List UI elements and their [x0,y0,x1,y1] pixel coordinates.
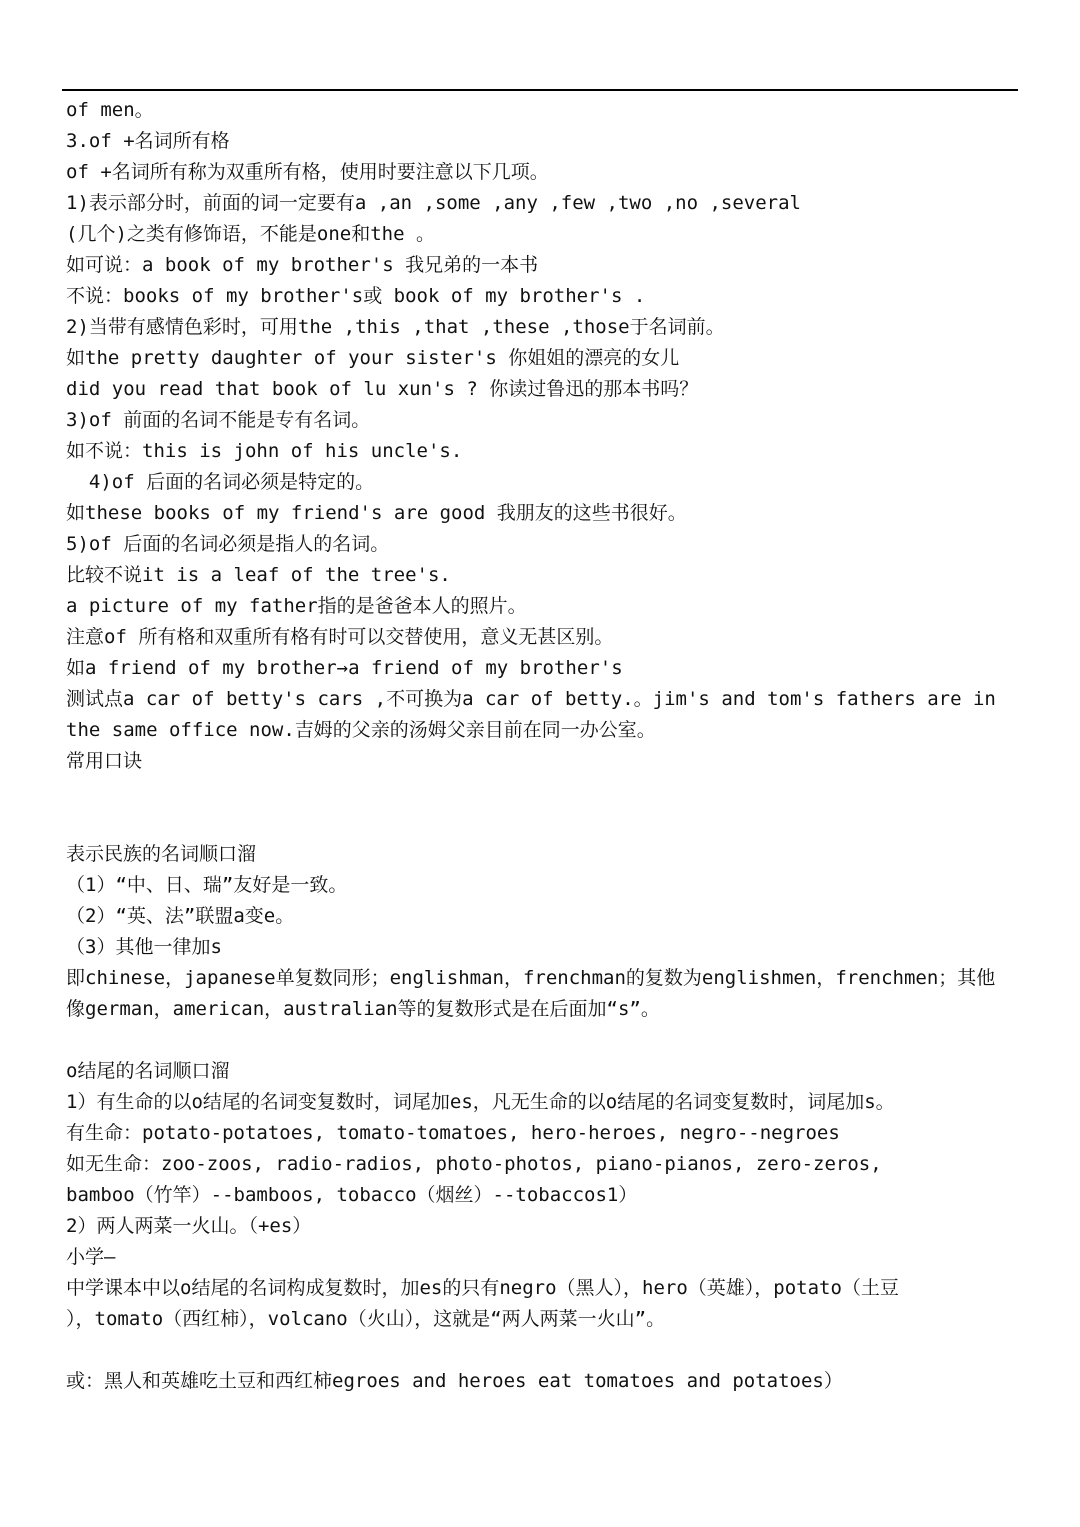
spacer [66,1025,1018,1056]
spacer [66,777,1018,808]
section-nationality-rhyme [66,839,1018,1025]
text-line: 即chinese，japanese单复数同形；englishman，frenchman的复数为englishmen，frenchmen；其他 [66,967,996,989]
text-line: 中学课本中以o结尾的名词构成复数时，加es的只有negro（黑人），hero（英雄），potato（土豆 [66,1277,899,1299]
text-line: 或：黑人和英雄吃土豆和西红柿egroes and heroes eat tomatoes and potatoes） [66,1370,843,1392]
section-mnemonic [66,1366,1018,1397]
spacer [66,808,1018,839]
text-line: (几个)之类有修饰语，不能是one和the 。 [66,223,435,245]
text-line: ），tomato（西红柿），volcano（火山），这就是“两人两菜一火山”。 [66,1308,666,1330]
text-line: 如a friend of my brother→a friend of my brother's [66,657,623,679]
text-line: 5)of 后面的名词必须是指人的名词。 [66,533,390,555]
section-o-ending-rhyme [66,1056,1018,1335]
section-of-possessive [66,95,1018,777]
text-line: of +名词所有称为双重所有格，使用时要注意以下几项。 [66,161,549,183]
text-line: 1)表示部分时，前面的词一定要有a ,an ,some ,any ,few ,two ,no ,several [66,192,801,214]
text-line: 如不说：this is john of his uncle's. [66,440,463,462]
text-line: 2）两人两菜一火山。（+es） [66,1215,312,1237]
text-line: 像german，american，australian等的复数形式是在后面加“s”。 [66,998,660,1020]
text-line: 如可说：a book of my brother's 我兄弟的一本书 [66,254,539,276]
text-line: 注意of 所有格和双重所有格有时可以交替使用，意义无甚区别。 [66,626,614,648]
text-line: （3）其他一律加s [66,936,222,958]
text-line: of men。 [66,99,154,121]
text-line: 2)当带有感情色彩时，可用the ,this ,that ,these ,those于名词前。 [66,316,725,338]
text-line: 表示民族的名词顺口溜 [66,843,257,865]
text-line: 常用口诀 [66,750,143,772]
text-line: bamboo（竹竿）--bamboos, tobacco（烟丝）--tobaccos1） [66,1184,638,1206]
text-line: 比较不说it is a leaf of the tree's. [66,564,451,586]
spacer [66,1335,1018,1366]
text-line: 1）有生命的以o结尾的名词变复数时，词尾加es，凡无生命的以o结尾的名词变复数时，词尾加s。 [66,1091,895,1113]
text-line: （2）“英、法”联盟a变e。 [66,905,295,927]
text-line: 4)of 后面的名词必须是特定的。 [66,471,375,493]
header-rule [62,89,1018,91]
text-line: 如these books of my friend's are good 我朋友的这些书很好。 [66,502,687,524]
text-line: 3)of 前面的名词不能是专有名词。 [66,409,371,431]
text-line: 有生命：potato-potatoes, tomato-tomatoes, hero-heroes, negro--negroes [66,1122,840,1144]
text-line: 测试点a car of betty's cars ,不可换为a car of betty.。jim's and tom's fathers are in [66,688,996,710]
text-line: 3.of +名词所有格 [66,130,230,152]
text-line: the same office now.吉姆的父亲的汤姆父亲目前在同一办公室。 [66,719,656,741]
text-line: did you read that book of lu xun's ? 你读过鲁迅的那本书吗？ [66,378,699,400]
text-line: （1）“中、日、瑞”友好是一致。 [66,874,348,896]
text-line: 如无生命：zoo-zoos, radio-radios, photo-photos, piano-pianos, zero-zeros, [66,1153,882,1175]
text-line: a picture of my father指的是爸爸本人的照片。 [66,595,527,617]
text-line: o结尾的名词顺口溜 [66,1060,230,1082]
document-body [66,95,1018,1397]
text-line: 小学— [66,1246,116,1268]
text-line: 如the pretty daughter of your sister's 你姐姐的漂亮的女儿 [66,347,680,369]
text-line: 不说：books of my brother's或 book of my brother's . [66,285,646,307]
